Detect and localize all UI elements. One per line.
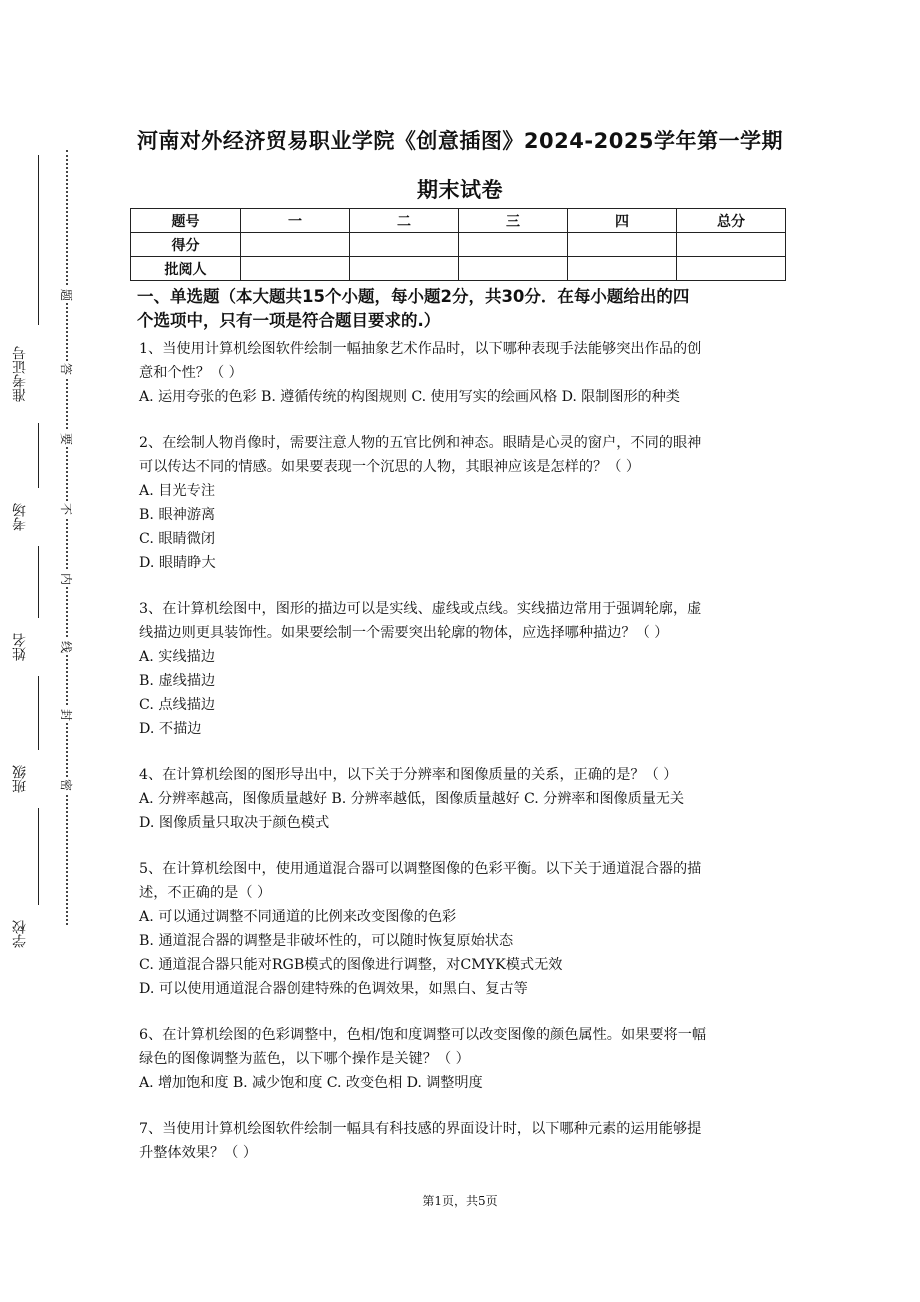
question-4 [139, 763, 784, 835]
reviewer-cell[interactable] [241, 257, 350, 281]
section-heading [137, 285, 784, 333]
score-header-cell: 总分 [677, 209, 786, 233]
question-6 [139, 1023, 784, 1095]
question-7 [139, 1117, 784, 1165]
question-5 [139, 857, 784, 1001]
question-stem: 6、在计算机绘图的色彩调整中，色相/饱和度调整可以改变图像的颜色属性。如果要将一幅 [139, 1027, 707, 1043]
option-a: A. 实线描边 [139, 649, 216, 665]
question-3 [139, 597, 784, 741]
question-options: A. 运用夸张的色彩 B. 遵循传统的构图规则 C. 使用写实的绘画风格 D. 限制图形的种类 [139, 389, 680, 405]
page-footer: 第1页，共5页 [422, 1194, 498, 1208]
reviewer-cell[interactable] [350, 257, 459, 281]
reviewer-row-label: 批阅人 [131, 257, 241, 281]
score-header-cell: 三 [459, 209, 568, 233]
question-stem: 1、当使用计算机绘图软件绘制一幅抽象艺术作品时，以下哪种表现手法能够突出作品的创 [139, 341, 702, 357]
field-name: 姓名 [0, 618, 40, 676]
seal-char: 内 [59, 572, 73, 585]
seal-char: 题 [59, 288, 73, 301]
option-c: C. 眼睛微闭 [139, 531, 216, 547]
option-b: B. 通道混合器的调整是非破坏性的，可以随时恢复原始状态 [139, 933, 514, 949]
score-cell[interactable] [568, 233, 677, 257]
reviewer-cell[interactable] [677, 257, 786, 281]
option-a: A. 目光专注 [139, 483, 216, 499]
question-stem: 线描边则更具装饰性。如果要绘制一个需要突出轮廓的物体，应选择哪种描边？（ ） [139, 625, 669, 641]
score-header-cell: 题号 [131, 209, 241, 233]
reviewer-cell[interactable] [459, 257, 568, 281]
option-b: B. 虚线描边 [139, 673, 216, 689]
score-header-cell: 一 [241, 209, 350, 233]
field-class: 班级 [0, 750, 40, 808]
option-c: C. 点线描边 [139, 697, 216, 713]
score-cell[interactable] [459, 233, 568, 257]
option-c: C. 通道混合器只能对RGB模式的图像进行调整，对CMYK模式无效 [139, 957, 563, 973]
seal-char: 答 [59, 362, 73, 375]
question-1 [139, 337, 784, 409]
field-exam-room: 考场 [0, 488, 40, 546]
option-b: B. 眼神游离 [139, 507, 216, 523]
score-row-label: 得分 [131, 233, 241, 257]
option-d: D. 不描边 [139, 721, 202, 737]
question-stem: 5、在计算机绘图中，使用通道混合器可以调整图像的色彩平衡。以下关于通道混合器的描 [139, 861, 702, 877]
exam-content [139, 285, 784, 1165]
score-row [131, 233, 786, 257]
question-options: A. 增加饱和度 B. 减少饱和度 C. 改变色相 D. 调整明度 [139, 1075, 483, 1091]
seal-char: 要 [59, 432, 73, 445]
exam-subtitle: 期末试卷 [417, 178, 503, 202]
seal-char: 密 [59, 778, 73, 791]
reviewer-row [131, 257, 786, 281]
question-2 [139, 431, 784, 575]
score-header-cell: 二 [350, 209, 459, 233]
seal-char: 不 [59, 502, 73, 515]
question-options: A. 分辨率越高，图像质量越好 B. 分辨率越低，图像质量越好 C. 分辨率和图像质量无关 [139, 791, 684, 807]
question-stem: 2、在绘制人物肖像时，需要注意人物的五官比例和神态。眼睛是心灵的窗户，不同的眼神 [139, 435, 702, 451]
reviewer-cell[interactable] [568, 257, 677, 281]
question-stem: 可以传达不同的情感。如果要表现一个沉思的人物，其眼神应该是怎样的？（ ） [139, 459, 641, 475]
question-stem: 升整体效果？（ ） [139, 1145, 258, 1161]
score-cell[interactable] [350, 233, 459, 257]
option-d: D. 可以使用通道混合器创建特殊的色调效果，如黑白、复古等 [139, 981, 528, 997]
option-a: A. 可以通过调整不同通道的比例来改变图像的色彩 [139, 909, 457, 925]
field-school: 学校 [0, 905, 40, 963]
question-stem: 绿色的图像调整为蓝色，以下哪个操作是关键？（ ） [139, 1051, 470, 1067]
binding-margin [0, 0, 110, 1302]
option-d: D. 图像质量只取决于颜色模式 [139, 815, 330, 831]
score-cell[interactable] [241, 233, 350, 257]
score-cell[interactable] [677, 233, 786, 257]
score-table-header-row [131, 209, 786, 233]
field-exam-number: 准考证号 [0, 325, 40, 423]
seal-char: 封 [59, 708, 73, 721]
question-stem: 7、当使用计算机绘图软件绘制一幅具有科技感的界面设计时，以下哪种元素的运用能够提 [139, 1121, 702, 1137]
question-stem: 意和个性？（ ） [139, 365, 243, 381]
question-stem: 4、在计算机绘图的图形导出中，以下关于分辨率和图像质量的关系，正确的是？（ ） [139, 767, 678, 783]
score-table [130, 208, 786, 281]
seal-char: 线 [59, 640, 73, 653]
question-stem: 述，不正确的是（ ） [139, 885, 272, 901]
score-header-cell: 四 [568, 209, 677, 233]
question-stem: 3、在计算机绘图中，图形的描边可以是实线、虚线或点线。实线描边常用于强调轮廓，虚 [139, 601, 702, 617]
option-d: D. 眼睛睁大 [139, 555, 216, 571]
seal-dotted-line [66, 150, 68, 925]
section-heading-line: 一、单选题（本大题共15个小题，每小题2分，共30分．在每小题给出的四 [137, 287, 690, 306]
exam-title: 河南对外经济贸易职业学院《创意插图》2024-2025学年第一学期 [136, 129, 784, 153]
section-heading-line: 个选项中，只有一项是符合题目要求的.） [137, 311, 441, 330]
